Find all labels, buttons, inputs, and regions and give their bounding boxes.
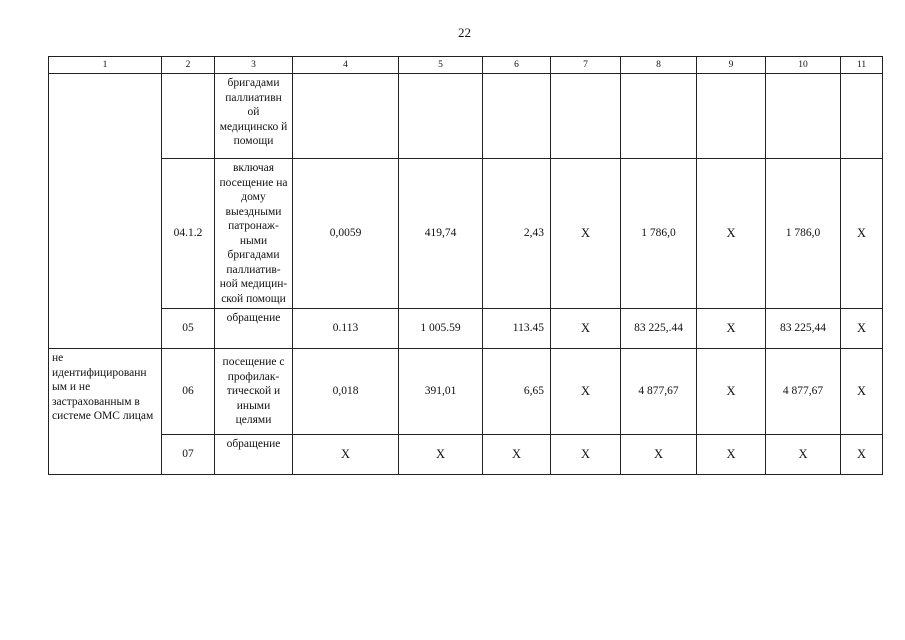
name-cell: бригадами паллиативн ой медицинско й помощи (215, 74, 293, 159)
value-cell (399, 74, 483, 159)
value-cell: 83 225,.44 (621, 309, 697, 349)
value-cell: X (551, 435, 621, 475)
header-cell: 10 (766, 57, 841, 74)
value-cell: 1 786,0 (766, 159, 841, 309)
header-cell: 8 (621, 57, 697, 74)
header-row (49, 57, 883, 74)
code-cell: 04.1.2 (162, 159, 215, 309)
value-cell: 0,018 (293, 349, 399, 435)
value-cell (841, 74, 883, 159)
value-cell: X (841, 349, 883, 435)
value-cell: 113.45 (483, 309, 551, 349)
table-row (49, 74, 883, 159)
value-cell: X (293, 435, 399, 475)
value-cell: 1 005.59 (399, 309, 483, 349)
value-cell (697, 74, 766, 159)
value-cell (483, 74, 551, 159)
value-cell: X (697, 435, 766, 475)
header-cell: 7 (551, 57, 621, 74)
header-cell: 1 (49, 57, 162, 74)
value-cell: X (841, 309, 883, 349)
page-number: 22 (458, 25, 471, 40)
value-cell: 1 786,0 (621, 159, 697, 309)
group-cell-empty (49, 74, 162, 349)
header-cell: 5 (399, 57, 483, 74)
header-cell: 11 (841, 57, 883, 74)
value-cell: 4 877,67 (621, 349, 697, 435)
value-cell: 83 225,44 (766, 309, 841, 349)
header-cell: 4 (293, 57, 399, 74)
data-table (48, 56, 883, 475)
table-row (49, 309, 883, 349)
value-cell: 0.113 (293, 309, 399, 349)
header-cell: 9 (697, 57, 766, 74)
header-cell: 6 (483, 57, 551, 74)
value-cell: X (697, 159, 766, 309)
value-cell (293, 74, 399, 159)
value-cell (621, 74, 697, 159)
name-cell: включая посещение на дому выездными патронаж-ными бригадами паллиатив-ной медицин-ской помощи (215, 159, 293, 309)
value-cell: 2,43 (483, 159, 551, 309)
value-cell: X (841, 435, 883, 475)
name-cell: посещение с профилак-тической и иными целями (215, 349, 293, 435)
name-cell: обращение (215, 435, 293, 475)
value-cell: 6,65 (483, 349, 551, 435)
value-cell: X (841, 159, 883, 309)
table-row (49, 159, 883, 309)
header-cell: 2 (162, 57, 215, 74)
value-cell: X (697, 349, 766, 435)
code-cell (162, 74, 215, 159)
value-cell: 0,0059 (293, 159, 399, 309)
code-cell: 06 (162, 349, 215, 435)
value-cell: X (621, 435, 697, 475)
value-cell (551, 74, 621, 159)
code-cell: 07 (162, 435, 215, 475)
value-cell: X (551, 349, 621, 435)
value-cell: 419,74 (399, 159, 483, 309)
value-cell: X (483, 435, 551, 475)
header-cell: 3 (215, 57, 293, 74)
value-cell: 4 877,67 (766, 349, 841, 435)
value-cell: 391,01 (399, 349, 483, 435)
value-cell: X (399, 435, 483, 475)
group-label-cell: не идентифицированн ым и не застрахованным в системе ОМС лицам (49, 349, 162, 475)
value-cell: X (551, 309, 621, 349)
value-cell: X (766, 435, 841, 475)
value-cell: X (697, 309, 766, 349)
table-row (49, 435, 883, 475)
value-cell: X (551, 159, 621, 309)
value-cell (766, 74, 841, 159)
code-cell: 05 (162, 309, 215, 349)
table-row (49, 349, 883, 435)
name-cell: обращение (215, 309, 293, 349)
